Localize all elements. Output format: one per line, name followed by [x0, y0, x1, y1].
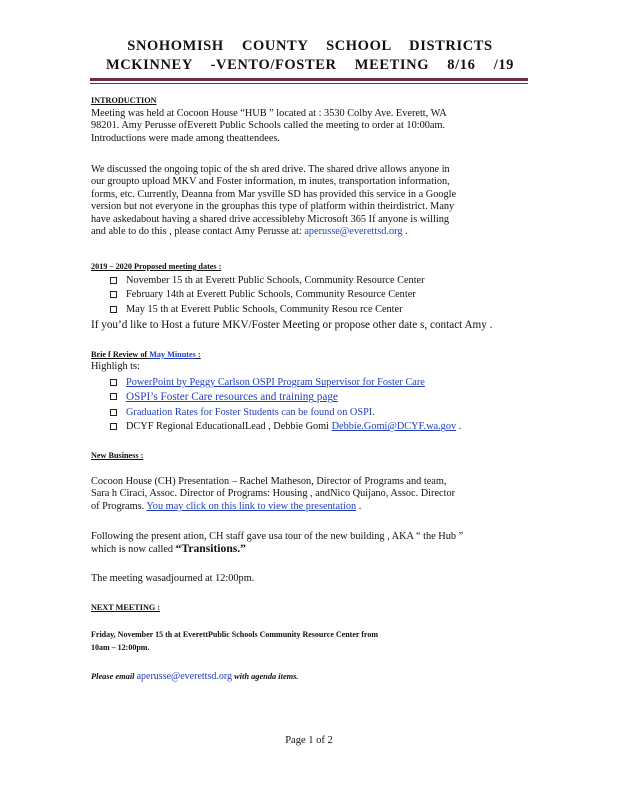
host-line [91, 319, 523, 331]
intro-paragraph-1 [91, 108, 523, 145]
next-meeting-line: 10am – 12:00pm. [91, 643, 150, 652]
intro-heading: INTRODUCTION [91, 96, 157, 105]
highlights-label [91, 361, 523, 373]
nb-p1-last-line [91, 501, 523, 513]
checkbox-bullet-icon [110, 291, 117, 298]
graduation-rates-link[interactable]: Graduation Rates for Foster Students can be found on OSPI. [126, 406, 375, 418]
checkbox-bullet-icon [110, 423, 117, 430]
intro-p2-last-line [91, 226, 523, 238]
list-item [108, 288, 425, 302]
dcyf-lead-text: DCYF Regional EducationalLead , Debbie Gomi [126, 421, 330, 433]
nb-p1-last-suffix: . [358, 500, 362, 512]
dates-heading: 2019 – 2020 Proposed meeting dates : [91, 262, 222, 271]
intro-p2-line: have askedabout having a shared drive accessibleby Microsoft 365 If anyone is willing [91, 213, 449, 225]
nb-p1-last-prefix: of Programs. [91, 500, 145, 512]
list-item [108, 390, 461, 405]
highlights-list [108, 376, 461, 435]
list-item [108, 303, 425, 317]
nb-p2-line-2 [91, 543, 523, 556]
adjourned-line [91, 573, 523, 585]
date-item-text: May 15 th at Everett Public Schools, Community Resou rce Center [126, 303, 403, 315]
checkbox-bullet-icon [110, 409, 117, 416]
dcyf-suffix: . [458, 421, 462, 433]
next-meeting-heading: NEXT MEETING : [91, 603, 160, 612]
review-heading [91, 350, 201, 359]
document-title: SNOHOMISH COUNTY SCHOOL DISTRICTS [127, 38, 493, 54]
list-item [108, 376, 461, 390]
nb-p2-line: Following the present ation, CH staff gave usa tour of the new building , AKA “ the Hub ” [91, 531, 464, 542]
intro-p1-line: Meeting was held at Cocoon House “HUB ” located at : 3530 Colby Ave. Everett, WA [91, 108, 447, 119]
ospi-foster-care-link[interactable]: OSPI’s Foster Care resources and training page [126, 391, 338, 404]
review-heading-suffix: : [197, 350, 201, 359]
intro-p2-line: our groupto upload MKV and Foster information, m inutes, transportation information, [91, 176, 450, 188]
document-subtitle: MCKINNEY -VENTO/FOSTER MEETING 8/16 /19 [105, 57, 515, 73]
review-heading-prefix: Brie f Review of [91, 350, 148, 359]
intro-p1-line: Introductions were made among theattendees. [91, 132, 280, 144]
may-minutes-link[interactable]: May Minutes [149, 350, 196, 359]
nb-p1-line: Cocoon House (CH) Presentation – Rachel Matheson, Director of Programs and team, [91, 476, 447, 487]
next-meeting-details [91, 628, 509, 654]
intro-paragraph-2 [91, 164, 523, 238]
checkbox-bullet-icon [110, 306, 117, 313]
intro-p2-last-prefix: and able to do this , please contact Amy Perusse at: [91, 226, 302, 238]
highlights-label-text: Highligh ts: [91, 361, 140, 372]
title-rule-thick [90, 78, 528, 81]
list-item [108, 420, 461, 434]
new-business-paragraph-2 [91, 531, 523, 557]
nb-p2-prefix: which is now called [91, 544, 174, 556]
debbie-email-link[interactable]: Debbie.Gomi@DCYF.wa.gov [331, 421, 457, 433]
agenda-email-prefix: Please email [91, 672, 135, 681]
list-item [108, 406, 461, 420]
nb-p1-line: Sara h Ciraci, Assoc. Director of Programs: Housing , andNico Quijano, Assoc. Director [91, 488, 456, 500]
agenda-email-suffix: with agenda items. [234, 672, 299, 681]
intro-p2-line: forms, etc. Currently, Deanna from Mar ysville SD has provided this service in a Google [91, 188, 457, 200]
agenda-email-link[interactable]: aperusse@everettsd.org [136, 671, 232, 682]
title-rule-thin [90, 83, 528, 84]
amy-email-link[interactable]: aperusse@everettsd.org [304, 226, 403, 238]
dates-list [108, 274, 425, 317]
list-item [108, 274, 425, 288]
powerpoint-link[interactable]: PowerPoint by Peggy Carlson OSPI Program Supervisor for Foster Care [126, 377, 425, 388]
new-business-heading: New Business : [91, 451, 144, 460]
adjourned-text: The meeting wasadjourned at 12:00pm. [91, 573, 255, 584]
intro-p2-last-suffix: . [405, 226, 408, 238]
checkbox-bullet-icon [110, 277, 117, 284]
transitions-name: “Transitions.” [175, 542, 246, 556]
date-item-text: November 15 th at Everett Public Schools, Community Resource Center [126, 275, 425, 286]
next-meeting-line: Friday, November 15 th at EverettPublic Schools Community Resource Center from [91, 630, 379, 639]
new-business-paragraph-1 [91, 476, 523, 513]
checkbox-bullet-icon [110, 379, 117, 386]
date-item-text: February 14th at Everett Public Schools, Community Resource Center [126, 289, 416, 301]
host-line-text: If you’d like to Host a future MKV/Foster Meeting or propose other date s, contact Amy . [91, 319, 493, 331]
intro-p2-line: We discussed the ongoing topic of the sh ared drive. The shared drive allows anyone in [91, 164, 450, 175]
page-number: Page 1 of 2 [285, 735, 333, 746]
intro-p1-line: 98201. Amy Perusse ofEverett Public Schools called the meeting to order at 10:00am. [91, 120, 446, 132]
presentation-link[interactable]: You may click on this link to view the presentation [146, 500, 357, 512]
checkbox-bullet-icon [110, 393, 117, 400]
intro-p2-line: version but not everyone in the grouphas this type of platform within theirdistrict. Many [91, 201, 455, 213]
agenda-email-line [91, 671, 299, 682]
